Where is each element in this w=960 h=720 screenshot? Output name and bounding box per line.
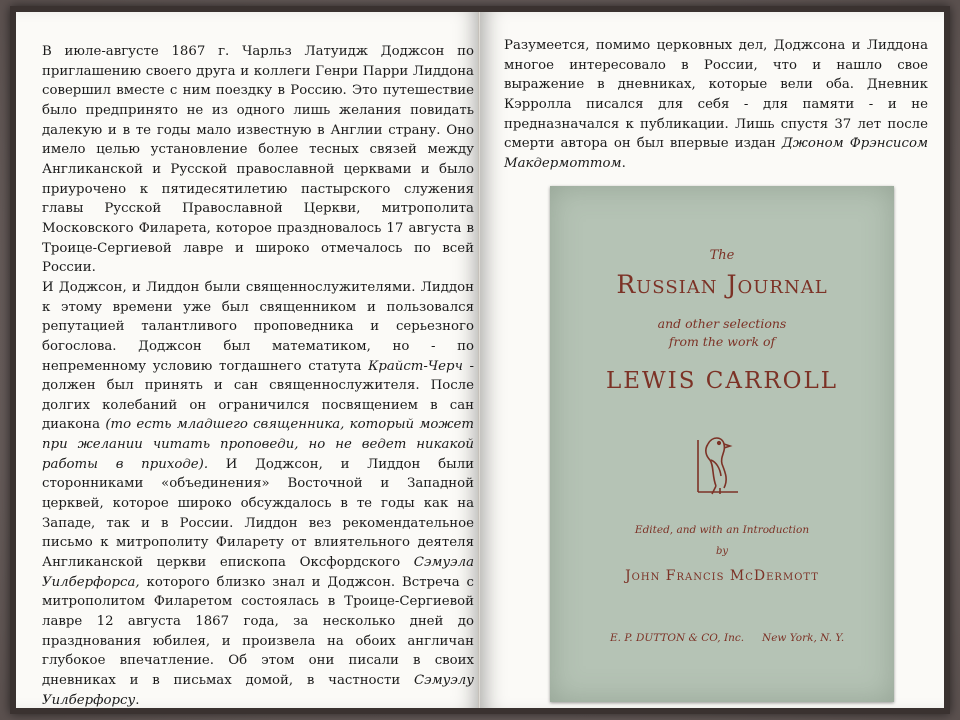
p2-text-a: И Доджсон, и Лиддон были священнослужителями. Лиддон к этому времени уже был священником и пользовался репутацией талантливого проповедника и серьезного богослова. Доджсон был математиком, но - по непременному условию тогдашнего статута [42, 279, 474, 374]
paragraph-2 [42, 278, 474, 710]
p2-text-i: . [135, 692, 140, 708]
right-paragraph [504, 36, 928, 174]
left-page-text [42, 42, 474, 710]
p2-italic-deacon-note: (то есть младшего священника, который может при желании читать проповеди, но не ведет никакой работы в приходе). [42, 417, 474, 472]
cover-edited: Edited, and with an Introduction [634, 524, 810, 536]
p2-italic-wilberforce-2: Сэмуэлу Уилберфорсу [42, 673, 474, 708]
right-page-text [504, 36, 928, 174]
cover-subtitle-2: from the work of [668, 334, 776, 349]
open-book [10, 6, 950, 714]
cover-editor: John Francis McDermott [625, 568, 819, 584]
cover-author: LEWIS CARROLL [605, 368, 839, 394]
p2-text-g: которого близко знал и Доджсон. Встреча с митрополитом Филаретом состоялась в Троице-Сергиевой лавре 12 августа 1867 года, за несколько дней до празднования юбилея, и произвела на обоих англичан глубокое впечатление. Об этом они писали в своих дневниках и в письмах домой, в частности [42, 574, 474, 688]
paragraph-1: В июле-августе 1867 г. Чарльз Латуидж Доджсон по приглашению своего друга и коллеги Генри Парри Лиддона совершил вместе с ним поездку в Россию. Это путешествие было предпринято не из одного лишь желания повидать далекую и в те годы мало известную в Англии страну. Оно имело целью установление более тесных связей между Англиканской и Русской православной церквами и было приурочено к пятидесятилетию пастырского служения главы Русской Православной Церкви, митрополита Московского Филарета, которое праздновалось 17 августа в Троице-Сергиевой лавре и широко отмечалось по всей России. [42, 44, 474, 276]
cover-subtitle-1: and other selections [657, 316, 787, 331]
cover-title: Russian Journal [616, 270, 828, 299]
rp-text-a: Разумеется, помимо церковных дел, Доджсона и Лиддона многое интересовало в России, что и нашло свое выражение в дневниках, которые вели оба. Дневник Кэрролла писался для себя - для памяти - и не предназначался к публикации. Лишь спустя 37 лет после смерти автора он был впервые издан [504, 38, 928, 152]
cover-publisher: E. P. DUTTON & CO, Inc. [610, 632, 745, 644]
left-page [16, 12, 480, 708]
bird-emblem-icon [690, 430, 746, 498]
p2-text-e: И Доджсон, и Лиддон были сторонниками «объединения» Восточной и Западной церквей, которое широко обсуждалось в те годы как на Западе, так и в России. Лиддон вез рекомендательное письмо к митрополиту Филарету от влиятельного деятеля Англиканской церкви епископа Оксфордского [42, 456, 475, 571]
cover-city: New York, N. Y. [762, 632, 845, 644]
p2-text-c: - должен был принять и сан священнослужителя. После долгих колебаний он ограничился посвящением в сан диакона [42, 358, 474, 433]
rp-text-c: . [621, 155, 626, 171]
right-page [480, 12, 944, 708]
cover-by: by [715, 546, 729, 557]
cover-the: The [709, 248, 735, 263]
p2-italic-wilberforce: Сэмуэла Уилберфорса, [42, 555, 474, 590]
p2-italic-christ-church: Крайст-Черч [368, 358, 463, 374]
book-cover-image [550, 186, 894, 702]
rp-italic-mcdermott: Джоном Фрэнсисом Макдермоттом [504, 136, 928, 171]
